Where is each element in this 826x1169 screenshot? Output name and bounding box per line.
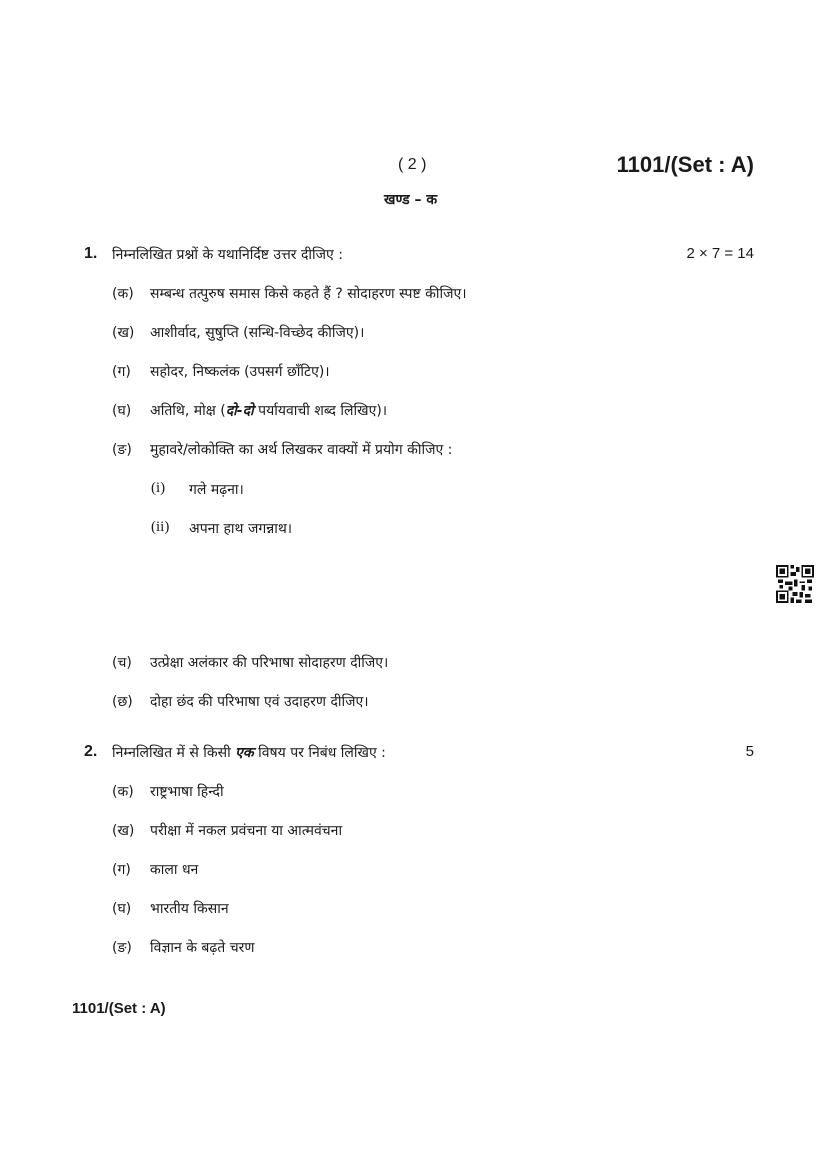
part-label: (घ) bbox=[112, 901, 132, 917]
part-text: दोहा छंद की परिभाषा एवं उदाहरण दीजिए। bbox=[150, 694, 369, 710]
subpart-label: (ii) bbox=[151, 519, 170, 535]
part-label: (क) bbox=[112, 286, 134, 302]
prompt-emphasis: एक bbox=[235, 745, 254, 761]
question-marks: 2 × 7 = 14 bbox=[686, 245, 754, 262]
part-text: परीक्षा में नकल प्रवंचना या आत्मवंचना bbox=[150, 823, 343, 839]
part-text: भारतीय किसान bbox=[150, 901, 229, 917]
part-text: विज्ञान के बढ़ते चरण bbox=[150, 940, 255, 956]
part-label: (ङ) bbox=[112, 442, 132, 458]
qr-code-icon bbox=[776, 565, 814, 603]
part-text: सहोदर, निष्कलंक (उपसर्ग छाँटिए)। bbox=[150, 364, 330, 380]
part-label: (ख) bbox=[112, 823, 135, 839]
part-label: (ख) bbox=[112, 325, 135, 341]
part-text-before: अतिथि, मोक्ष ( bbox=[150, 403, 226, 419]
question-number: 2. bbox=[84, 743, 98, 760]
part-text: राष्ट्रभाषा हिन्दी bbox=[150, 784, 224, 800]
part-label: (ग) bbox=[112, 862, 131, 878]
subpart-text: गले मढ़ना। bbox=[189, 482, 244, 498]
paper-code-footer: 1101/(Set : A) bbox=[72, 1000, 166, 1017]
part-label: (ग) bbox=[112, 364, 131, 380]
part-text bbox=[150, 401, 387, 420]
prompt-before: निम्नलिखित में से किसी bbox=[112, 745, 236, 761]
prompt-after: विषय पर निबंध लिखिए : bbox=[253, 745, 386, 761]
part-text: उत्प्रेक्षा अलंकार की परिभाषा सोदाहरण दीजिए। bbox=[150, 655, 389, 671]
page-number: ( 2 ) bbox=[398, 156, 427, 173]
part-label: (घ) bbox=[112, 403, 132, 419]
part-text: मुहावरे/लोकोक्ति का अर्थ लिखकर वाक्यों में प्रयोग कीजिए : bbox=[150, 442, 453, 458]
question-number: 1. bbox=[84, 245, 98, 262]
part-label: (क) bbox=[112, 784, 134, 800]
question-marks: 5 bbox=[745, 743, 754, 760]
part-text: काला धन bbox=[150, 862, 199, 878]
subpart-label: (i) bbox=[151, 480, 166, 496]
part-text: सम्बन्ध तत्पुरुष समास किसे कहते हैं ? सोदाहरण स्पष्ट कीजिए। bbox=[150, 286, 467, 302]
part-text: आशीर्वाद, सुषुप्ति (सन्धि-विच्छेद कीजिए)। bbox=[150, 325, 365, 341]
part-text-emphasis: दो-दो bbox=[225, 403, 254, 419]
part-label: (ङ) bbox=[112, 940, 132, 956]
question-prompt: निम्नलिखित प्रश्नों के यथानिर्दिष्ट उत्तर दीजिए : bbox=[112, 247, 343, 263]
part-label: (छ) bbox=[112, 694, 133, 710]
question-prompt bbox=[112, 743, 386, 762]
part-label: (च) bbox=[112, 655, 132, 671]
subpart-text: अपना हाथ जगन्नाथ। bbox=[189, 521, 293, 537]
section-title: खण्ड – क bbox=[384, 192, 438, 208]
paper-code-header: 1101/(Set : A) bbox=[616, 152, 754, 177]
part-text-after: पर्यायवाची शब्द लिखिए)। bbox=[253, 403, 388, 419]
